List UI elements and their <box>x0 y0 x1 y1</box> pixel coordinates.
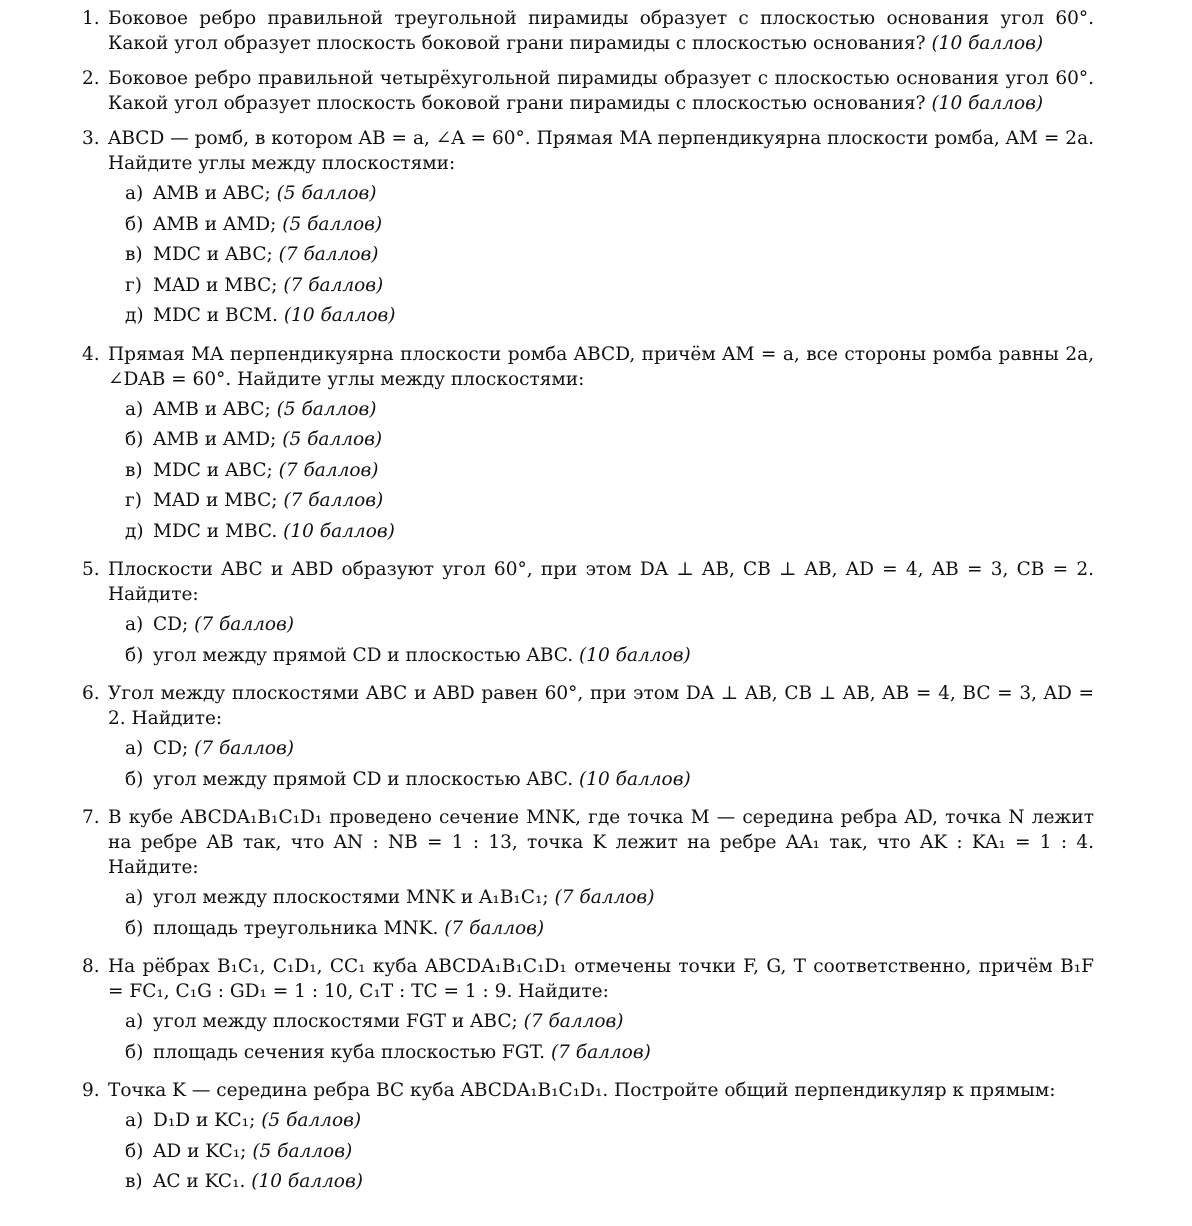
subproblem <box>125 395 1094 426</box>
subproblem <box>125 765 1094 796</box>
subproblem <box>125 1106 1094 1137</box>
problem-text: ABCD — ромб, в котором AB = a, ∠A = 60°. Прямая MA перпендикуярна плоскости ромба, AM = 2a. Найдите углы между плоскостями: <box>108 128 1094 174</box>
subproblem <box>125 210 1094 241</box>
subproblem-points: (7 баллов) <box>444 917 545 939</box>
problem-points: (10 баллов) <box>931 33 1044 54</box>
subproblem-points: (7 баллов) <box>278 459 379 481</box>
problem-text: Точка K — середина ребра BC куба ABCDA₁B₁C₁D₁. Постройте общий перпендикуляр к прямым: <box>108 1080 1056 1101</box>
subproblem-label: г) <box>125 490 142 511</box>
subproblem-points: (5 баллов) <box>276 398 377 420</box>
problem-text: В кубе ABCDA₁B₁C₁D₁ проведено сечение MNK, где точка M — середина ребра AD, точка N лежит на ребре AB так, что AN : NB = 1 : 13, точка K лежит на ребре AA₁ так, что AK : KA₁ = 1 : 4. Найдите: <box>108 807 1094 878</box>
subproblem <box>125 610 1094 641</box>
subproblem-label: а) <box>125 1011 144 1032</box>
subproblem-points: (5 баллов) <box>282 213 383 235</box>
subproblem <box>125 179 1094 210</box>
subproblem-points: (7 баллов) <box>283 490 384 511</box>
subproblem-points: (10 баллов) <box>283 520 395 542</box>
subproblem <box>125 240 1094 271</box>
subproblem-label: г) <box>125 274 142 296</box>
problem-text: Боковое ребро правильной треугольной пирамиды образует с плоскостью основания угол 60°. Какой угол образует плоскость боковой грани пирамиды с плоскостью основания? <box>108 8 1094 54</box>
subproblem-list <box>125 610 1094 671</box>
subproblem-text: AMB и ABC; <box>153 183 271 204</box>
subproblem-points: (10 баллов) <box>579 644 691 666</box>
subproblem-label: б) <box>125 213 144 235</box>
subproblem <box>125 1038 1094 1069</box>
problem-number: 1. <box>82 8 100 29</box>
subproblem-text: площадь треугольника MNK. <box>153 917 439 939</box>
subproblem-text: D₁D и KC₁; <box>153 1110 256 1131</box>
problem-number: 7. <box>82 807 100 828</box>
subproblem-text: MDC и ABC; <box>153 459 273 481</box>
problem-4 <box>82 342 1094 548</box>
subproblem-points: (5 баллов) <box>252 1140 353 1162</box>
subproblem-label: д) <box>125 520 144 542</box>
subproblem <box>125 1137 1094 1168</box>
subproblem-list <box>125 1106 1094 1198</box>
subproblem <box>125 641 1094 672</box>
subproblem-label: в) <box>125 1171 143 1192</box>
subproblem-label: а) <box>125 738 144 759</box>
subproblem-points: (10 баллов) <box>251 1171 363 1192</box>
problem-text: Прямая MA перпендикуярна плоскости ромба ABCD, причём AM = a, все стороны ромба равны 2a, ∠DAB = 60°. Найдите углы между плоскостями: <box>108 343 1094 390</box>
subproblem-label: а) <box>125 1110 144 1131</box>
subproblem-points: (5 баллов) <box>282 429 383 450</box>
subproblem-text: CD; <box>153 738 189 759</box>
problem-8 <box>82 954 1094 1068</box>
subproblem-points: (5 баллов) <box>276 183 377 204</box>
subproblem-text: площадь сечения куба плоскостью FGT. <box>153 1041 546 1063</box>
problem-number: 3. <box>82 128 100 149</box>
subproblem-text: AMB и ABC; <box>153 398 271 420</box>
subproblem <box>125 1007 1094 1038</box>
problem-text: На рёбрах B₁C₁, C₁D₁, CC₁ куба ABCDA₁B₁C₁D₁ отмечены точки F, G, T соответственно, причём B₁F = FC₁, C₁G : GD₁ = 1 : 10, C₁T : TC = 1 : 9. Найдите: <box>108 956 1094 1002</box>
problem-number: 8. <box>82 956 100 977</box>
subproblem-points: (7 баллов) <box>283 274 384 296</box>
subproblem-text: CD; <box>153 614 189 635</box>
subproblem-label: б) <box>125 1140 144 1162</box>
subproblem-text: угол между прямой CD и плоскостью ABC. <box>153 644 574 666</box>
subproblem-points: (7 баллов) <box>523 1011 624 1032</box>
problem-3 <box>82 126 1094 332</box>
problem-points: (10 баллов) <box>931 93 1044 114</box>
subproblem-label: б) <box>125 1041 144 1063</box>
subproblem-label: а) <box>125 398 144 420</box>
subproblem-label: в) <box>125 244 143 265</box>
subproblem-text: MAD и MBC; <box>153 274 278 296</box>
problem-text: Боковое ребро правильной четырёхугольной пирамиды образует с плоскостью основания угол 60°. Какой угол образует плоскость боковой грани пирамиды с плоскостью основания? <box>108 68 1094 114</box>
subproblem-text: AMB и AMD; <box>153 429 277 450</box>
problem-9 <box>82 1078 1094 1198</box>
problem-number: 5. <box>82 559 100 580</box>
subproblem-text: MDC и BCM. <box>153 305 278 326</box>
subproblem <box>125 517 1094 548</box>
subproblem-label: а) <box>125 887 144 908</box>
subproblem-text: MAD и MBC; <box>153 490 278 511</box>
subproblem <box>125 301 1094 332</box>
subproblem-points: (10 баллов) <box>579 768 691 790</box>
subproblem <box>125 1167 1094 1198</box>
problem-text: Плоскости ABC и ABD образуют угол 60°, при этом DA ⊥ AB, CB ⊥ AB, AD = 4, AB = 3, CB = 2. Найдите: <box>108 559 1094 605</box>
problem-number: 2. <box>82 68 100 89</box>
subproblem <box>125 914 1094 945</box>
subproblem <box>125 456 1094 487</box>
subproblem-text: AD и KC₁; <box>153 1140 247 1162</box>
subproblem-list <box>125 395 1094 548</box>
subproblem-text: MDC и MBC. <box>153 520 278 542</box>
subproblem-text: угол между плоскостями MNK и A₁B₁C₁; <box>153 887 549 908</box>
subproblem-points: (7 баллов) <box>550 1041 651 1063</box>
subproblem-label: д) <box>125 305 144 326</box>
subproblem-points: (7 баллов) <box>194 738 294 759</box>
subproblem-points: (5 баллов) <box>261 1110 362 1131</box>
problem-1 <box>82 6 1094 56</box>
subproblem-label: б) <box>125 429 144 450</box>
subproblem-text: AMB и AMD; <box>153 213 277 235</box>
subproblem-label: в) <box>125 459 143 481</box>
subproblem <box>125 734 1094 765</box>
subproblem <box>125 486 1094 517</box>
subproblem-points: (7 баллов) <box>278 244 379 265</box>
subproblem-label: б) <box>125 917 144 939</box>
problem-number: 9. <box>82 1080 100 1101</box>
subproblem-list <box>125 883 1094 944</box>
subproblem-list <box>125 734 1094 795</box>
subproblem <box>125 883 1094 914</box>
problem-5 <box>82 557 1094 671</box>
subproblem-points: (7 баллов) <box>194 614 294 635</box>
subproblem-list <box>125 179 1094 332</box>
subproblem <box>125 425 1094 456</box>
subproblem-points: (7 баллов) <box>554 887 655 908</box>
problem-number: 6. <box>82 683 100 704</box>
subproblem-points: (10 баллов) <box>283 305 396 326</box>
subproblem-text: угол между плоскостями FGT и ABC; <box>153 1011 518 1032</box>
problem-2 <box>82 66 1094 116</box>
problem-number: 4. <box>82 343 100 365</box>
problem-7 <box>82 805 1094 944</box>
subproblem-text: AC и KC₁. <box>153 1171 246 1192</box>
subproblem-label: б) <box>125 768 144 790</box>
subproblem-label: а) <box>125 183 144 204</box>
subproblem-label: б) <box>125 644 144 666</box>
subproblem <box>125 271 1094 302</box>
subproblem-list <box>125 1007 1094 1068</box>
problem-text: Угол между плоскостями ABC и ABD равен 60°, при этом DA ⊥ AB, CB ⊥ AB, AB = 4, BC = 3, AD = 2. Найдите: <box>108 683 1094 729</box>
subproblem-text: угол между прямой CD и плоскостью ABC. <box>153 768 574 790</box>
subproblem-label: а) <box>125 614 144 635</box>
problem-6 <box>82 681 1094 795</box>
subproblem-text: MDC и ABC; <box>153 244 273 265</box>
